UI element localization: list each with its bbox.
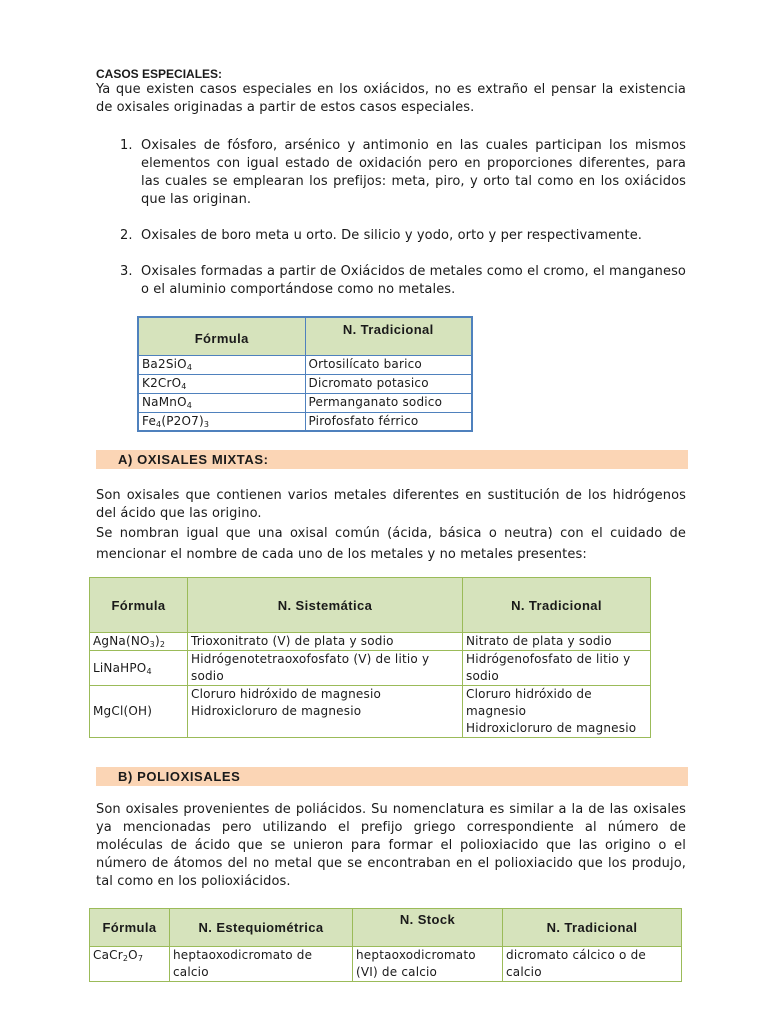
cell-tradicional-line-2: Hidroxicloruro de magnesio <box>466 721 637 735</box>
list-text: Oxisales de boro meta u orto. De silicio y yodo, orto y per respectivamente. <box>141 228 643 243</box>
header-formula: Fórmula <box>90 909 170 947</box>
cell-name: Dicromato potasico <box>305 374 472 393</box>
header-formula: Fórmula <box>138 317 305 355</box>
cell-sistematica: Hidrógenotetraoxofosfato (V) de litio y sodio <box>188 651 463 686</box>
list-text: Oxisales formadas a partir de Oxiácidos de metales como el cromo, el manganeso o el aluminio comportándose como no metales. <box>141 264 686 297</box>
cell-estequiometrica: heptaoxodicromato de calcio <box>170 947 353 982</box>
list-item <box>96 137 686 209</box>
table-row <box>138 374 472 393</box>
section-a-heading <box>96 450 688 469</box>
intro-paragraph: Ya que existen casos especiales en los oxiácidos, no es extraño el pensar la existencia de oxisales originadas a partir de estos casos especiales. <box>96 82 686 115</box>
polyoxisalts-table <box>89 908 682 982</box>
table-row <box>90 651 651 686</box>
cell-sistematica: Cloruro hidróxido de magnesio Hidroxicloruro de magnesio <box>188 686 463 738</box>
table-row <box>90 686 651 738</box>
table-header-row <box>138 317 472 355</box>
table-row <box>90 633 651 651</box>
cell-tradicional <box>463 686 651 738</box>
cell-formula: K2CrO$_4$ <box>138 374 305 393</box>
table-row <box>138 393 472 412</box>
section-a-paragraph-1: Son oxisales que contienen varios metales diferentes en sustitución de los hidrógenos del ácido que las origino. <box>96 488 686 521</box>
header-formula: Fórmula <box>90 578 188 633</box>
cell-formula: Ba2SiO$_4$ <box>138 355 305 374</box>
list-number: 2. <box>120 228 133 243</box>
list-number: 3. <box>120 264 133 279</box>
table-row <box>138 412 472 431</box>
page-heading: CASOS ESPECIALES: <box>96 67 223 81</box>
mixed-oxisalts-table <box>89 577 651 738</box>
table-header-row <box>90 578 651 633</box>
section-b-heading <box>96 767 688 786</box>
cell-name: Pirofosfato férrico <box>305 412 472 431</box>
header-tradicional: N. Tradicional <box>503 909 682 947</box>
cell-stock: heptaoxodicromato (VI) de calcio <box>353 947 503 982</box>
table-row <box>138 355 472 374</box>
cell-formula: $Fe_4(P2O7)_3$ <box>138 412 305 431</box>
table-header-row <box>90 909 682 947</box>
list-number: 1. <box>120 138 133 153</box>
cell-name: Permanganato sodico <box>305 393 472 412</box>
special-cases-table <box>137 316 473 432</box>
cell-formula: $AgNa(NO_3)_2$ <box>90 633 188 651</box>
header-stock: N. Stock <box>353 909 503 947</box>
cell-tradicional: dicromato cálcico o de calcio <box>503 947 682 982</box>
cell-name: Ortosilícato barico <box>305 355 472 374</box>
section-b-title: B) POLIOXISALES <box>118 769 241 784</box>
header-tradicional: N. Tradicional <box>463 578 651 633</box>
list-item <box>96 263 686 299</box>
cell-tradicional-line-1: Cloruro hidróxido de magnesio <box>466 687 592 718</box>
list-item <box>96 227 686 245</box>
cell-formula: $CaCr_2O_7$ <box>90 947 170 982</box>
cell-formula: NaMnO$_4$ <box>138 393 305 412</box>
cell-sistematica: Trioxonitrato (V) de plata y sodio <box>188 633 463 651</box>
header-sistematica: N. Sistemática <box>188 578 463 633</box>
header-tradicional: N. Tradicional <box>305 317 472 355</box>
section-b-paragraph: Son oxisales provenientes de poliácidos. Su nomenclatura es similar a la de las oxisales ya mencionadas pero utilizando el prefijo griego correspondiente al número de moléculas de ácido que se unieron para formar el polioxiacido que las origino o el número de átomos del no metal que se encontraban en el polioxiacido que los produjo, tal como en los polioxiácidos. <box>96 802 686 889</box>
cell-formula: MgCl(OH) <box>90 686 188 738</box>
cell-formula: LiNaHPO$_4$ <box>90 651 188 686</box>
header-estequiometrica: N. Estequiométrica <box>170 909 353 947</box>
cell-tradicional: Hidrógenofosfato de litio y sodio <box>463 651 651 686</box>
section-a-paragraph-2: Se nombran igual que una oxisal común (ácida, básica o neutra) con el cuidado de mencionar el nombre de cada uno de los metales y no metales presentes: <box>96 526 686 562</box>
cell-tradicional: Nitrato de plata y sodio <box>463 633 651 651</box>
section-a-title: A) OXISALES MIXTAS: <box>118 452 269 467</box>
special-cases-list <box>96 137 686 297</box>
table-row <box>90 947 682 982</box>
list-text: Oxisales de fósforo, arsénico y antimonio en las cuales participan los mismos elementos con igual estado de oxidación pero en proporciones diferentes, para las cuales se emplearan los prefijos: meta, piro, y orto tal como en los oxiácidos que las originan. <box>141 138 686 207</box>
